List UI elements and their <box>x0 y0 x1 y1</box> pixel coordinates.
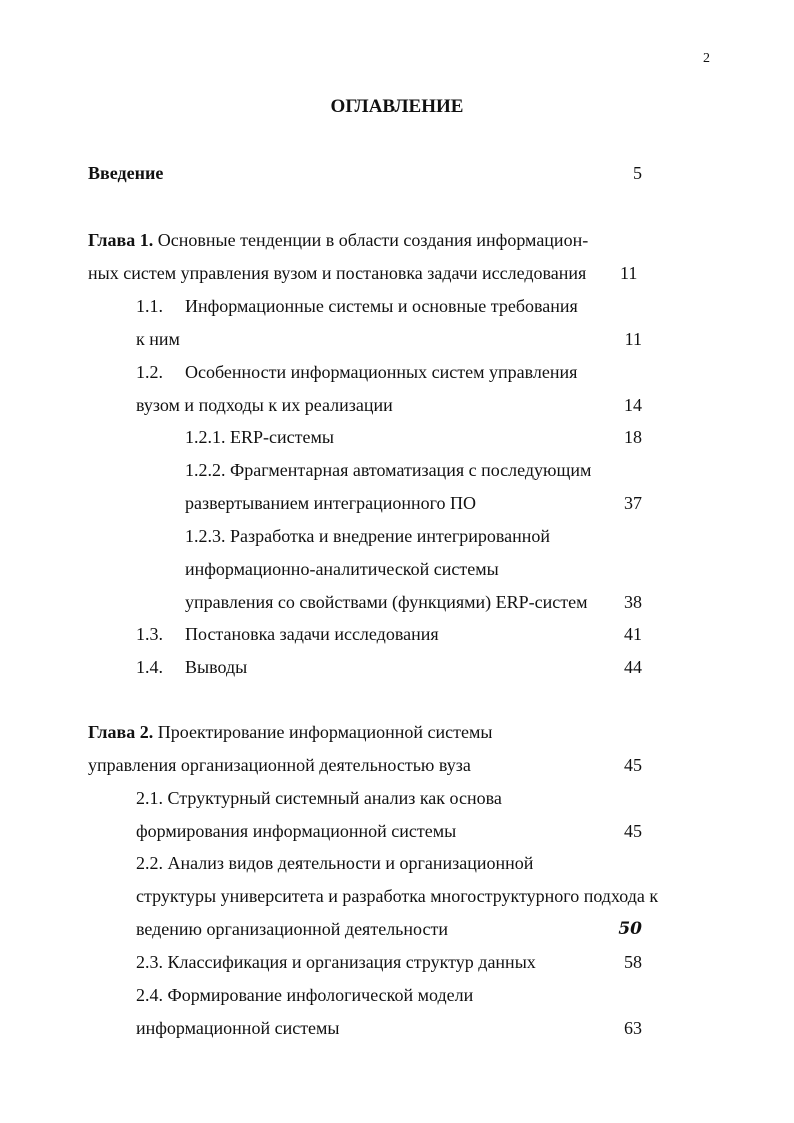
toc-entry: Особенности информационных систем управления <box>185 362 578 382</box>
toc-page: 14 <box>624 395 642 415</box>
toc-entry: вузом и подходы к их реализации <box>136 395 393 415</box>
toc-entry: информационной системы <box>136 1018 340 1038</box>
toc-num: 1.3. <box>136 624 163 644</box>
toc-entry: управления со свойствами (функциями) ERP-систем <box>185 592 588 612</box>
chapter-prefix: Глава 2. <box>88 722 154 742</box>
toc-chapter2-line2: управления организационной деятельностью вуза <box>88 755 471 775</box>
toc-entry: 1.2.3. Разработка и внедрение интегрированной <box>185 526 551 546</box>
chapter-prefix: Глава 1. <box>88 230 154 250</box>
toc-chapter1-line2: ных систем управления вузом и постановка задачи исследования <box>88 263 587 283</box>
chapter-title: Основные тенденции в области создания информацион- <box>153 230 589 250</box>
toc-entry: 2.3. Классификация и организация структур данных <box>136 952 536 972</box>
toc-entry: информационно-аналитической системы <box>185 559 499 579</box>
page-title: ОГЛАВЛЕНИЕ <box>330 96 464 117</box>
toc-page: 11 <box>620 263 638 283</box>
toc-page: 18 <box>624 427 642 447</box>
toc-entry: Информационные системы и основные требования <box>185 296 578 316</box>
toc-num: 1.1. <box>136 296 163 316</box>
toc-chapter1 <box>88 229 588 251</box>
toc-entry: 2.2. Анализ видов деятельности и организационной <box>136 853 534 873</box>
toc-page-handwritten: 50 <box>618 919 642 939</box>
toc-page: 11 <box>624 329 642 349</box>
toc-page: 45 <box>624 755 642 775</box>
toc-entry: 1.2.2. Фрагментарная автоматизация с последующим <box>185 460 592 480</box>
toc-entry: структуры университета и разработка многоструктурного подхода к <box>136 886 659 906</box>
toc-intro: Введение <box>88 163 164 183</box>
toc-entry: Постановка задачи исследования <box>185 624 439 644</box>
toc-entry: ведению организационной деятельности <box>136 919 448 939</box>
toc-entry: Выводы <box>185 657 248 677</box>
toc-entry: 2.1. Структурный системный анализ как основа <box>136 788 502 808</box>
toc-page: 44 <box>624 657 642 677</box>
toc-entry: к ним <box>136 329 180 349</box>
page-number: 2 <box>703 51 710 66</box>
toc-num: 1.2. <box>136 362 163 382</box>
toc-page: 41 <box>624 624 642 644</box>
toc-page: 58 <box>624 952 642 972</box>
toc-entry: 1.2.1. ERP-системы <box>185 427 334 447</box>
toc-page: 38 <box>624 592 642 612</box>
toc-page: 63 <box>624 1018 642 1038</box>
toc-num: 1.4. <box>136 657 163 677</box>
chapter-title: Проектирование информационной системы <box>153 722 493 742</box>
toc-page: 45 <box>624 821 642 841</box>
toc-entry: формирования информационной системы <box>136 821 457 841</box>
toc-chapter2 <box>88 721 493 743</box>
toc-page: 37 <box>624 493 642 513</box>
toc-page: 5 <box>633 163 642 183</box>
toc-entry: 2.4. Формирование инфологической модели <box>136 985 474 1005</box>
toc-entry: развертыванием интеграционного ПО <box>185 493 477 513</box>
